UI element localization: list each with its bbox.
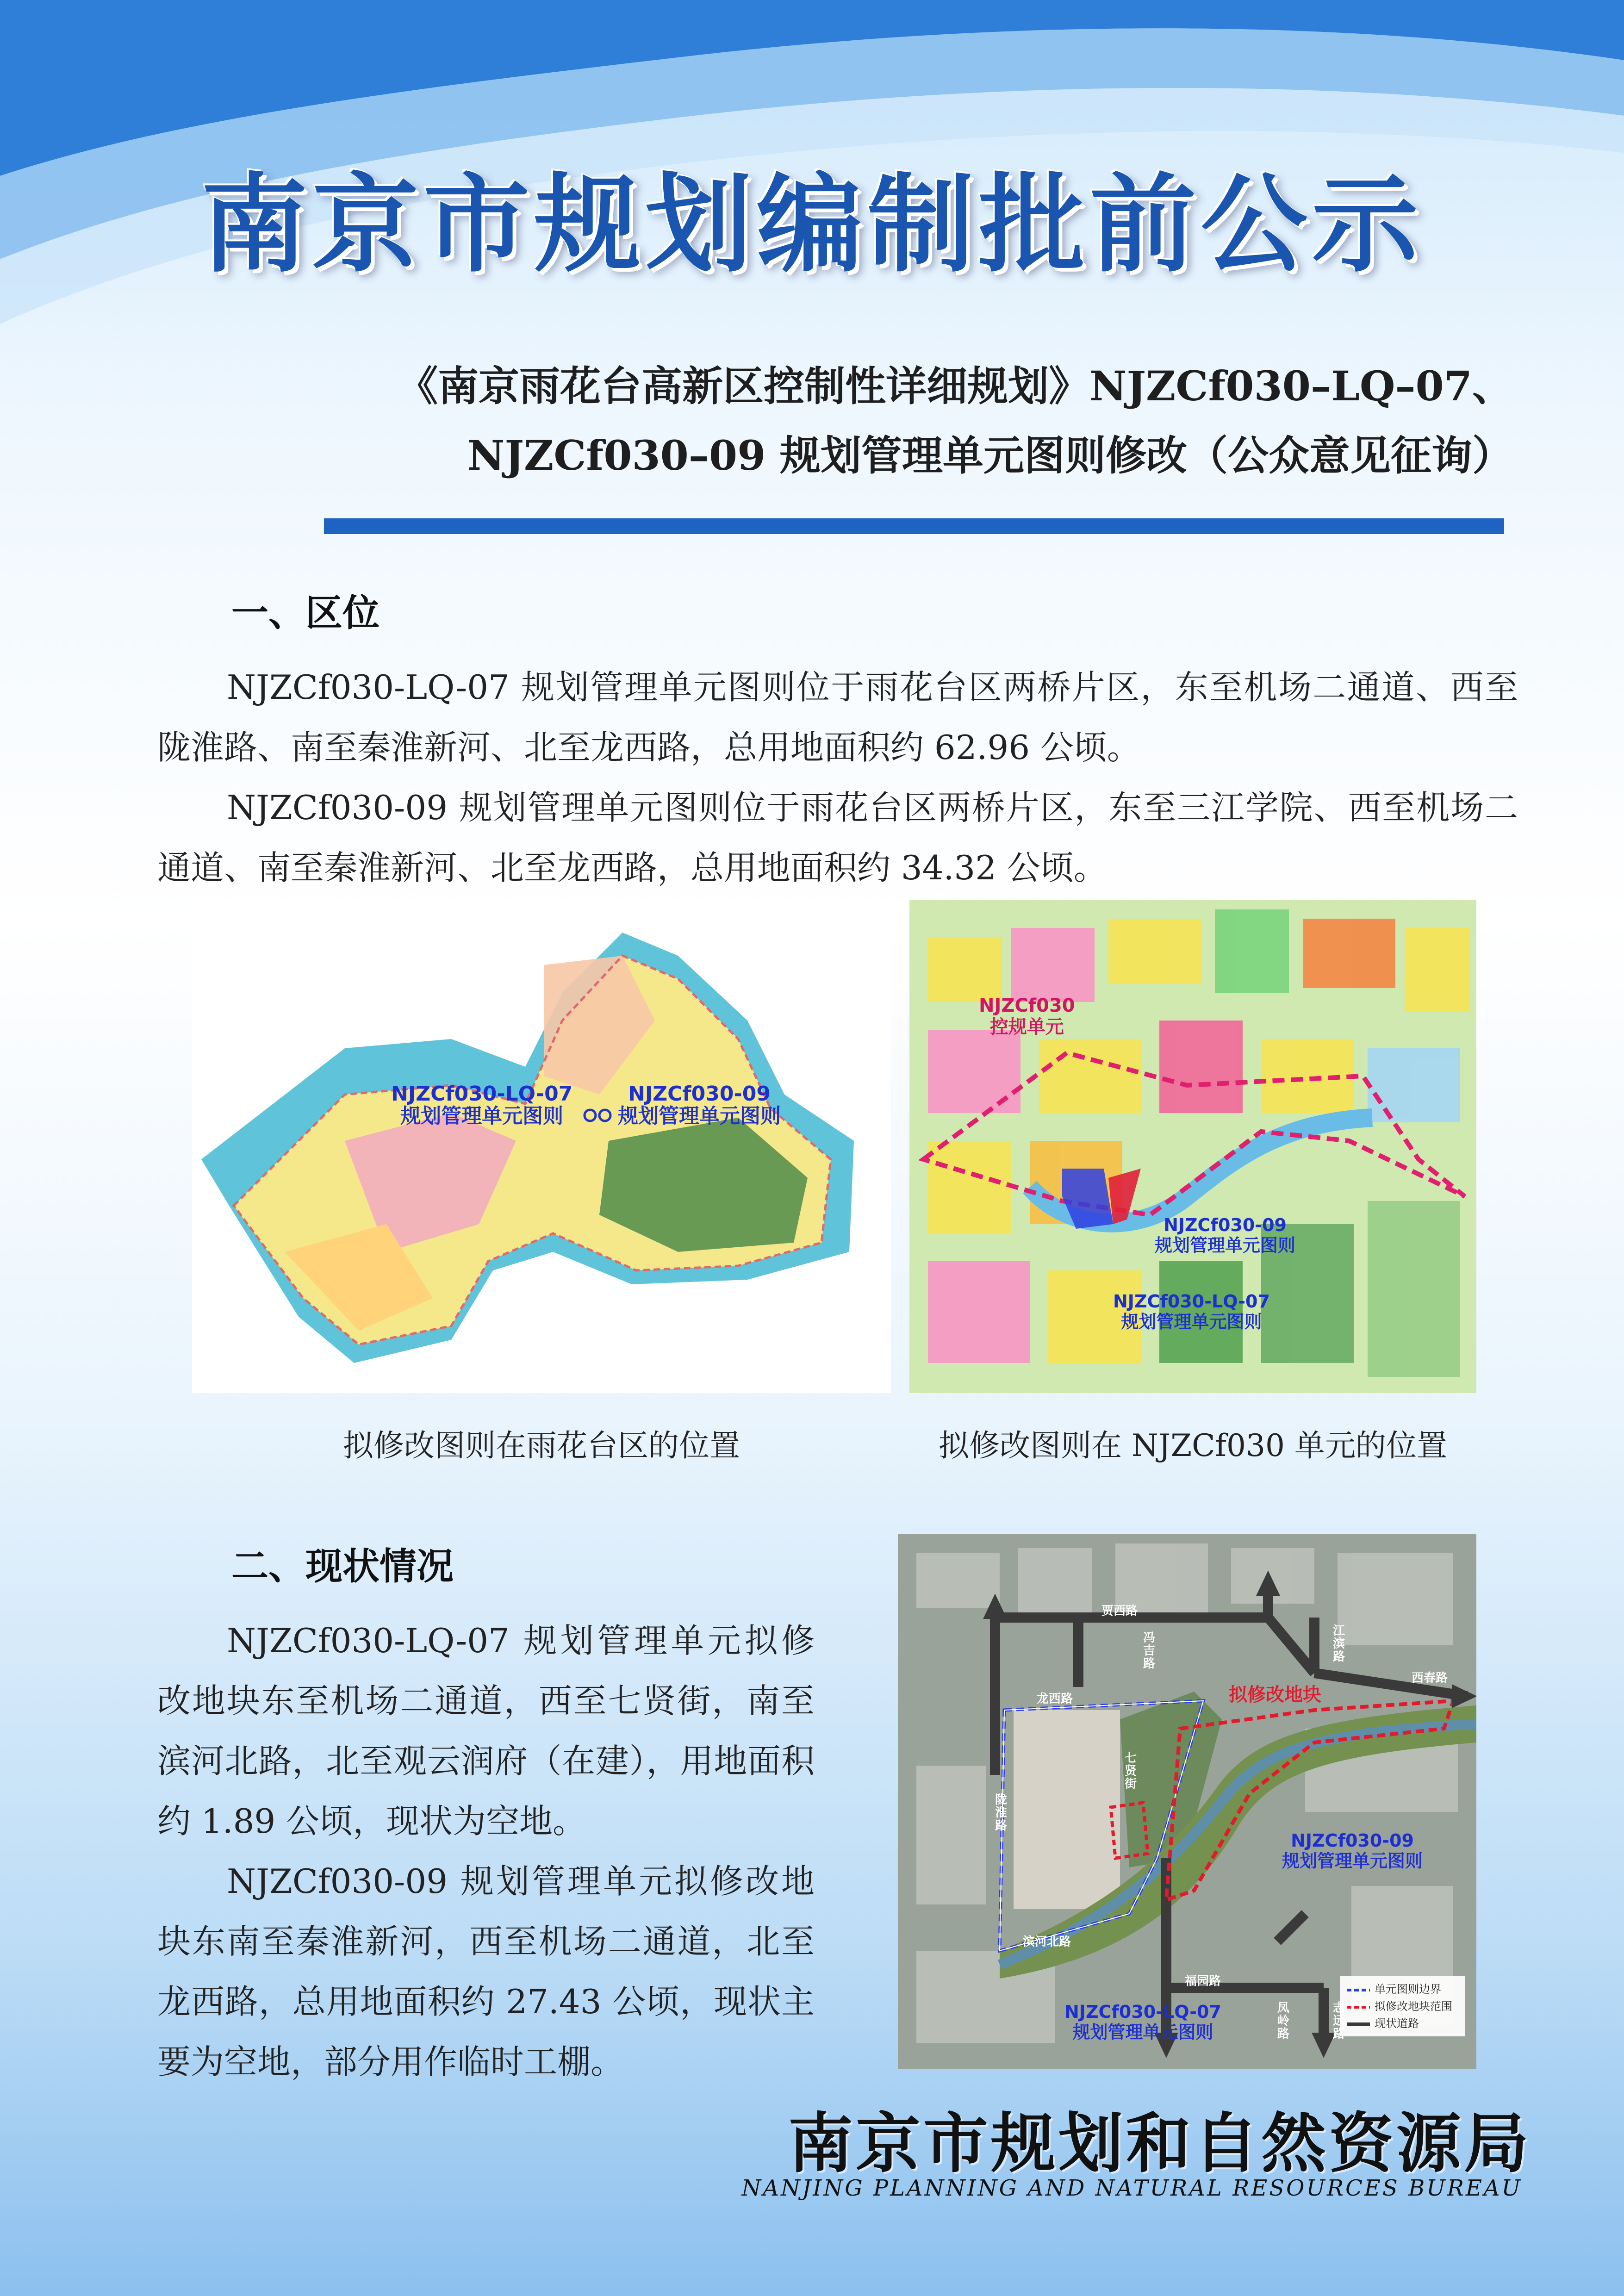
road-label-longxi: 龙西路 <box>1037 1692 1073 1706</box>
road-label-zhiyuan: 志远路 <box>1333 2001 1345 2041</box>
title-divider <box>324 518 1504 534</box>
section-1-text <box>157 657 1518 898</box>
road-label-fuyuan: 福园路 <box>1185 1974 1221 1988</box>
section-1-heading: 一、区位 <box>231 591 380 635</box>
legend-unit-boundary: 单元图则边界 <box>1375 1983 1441 1996</box>
map2-label-09-code: NJZCf030-09 <box>1164 1215 1287 1235</box>
map3-label-lq07-code: NJZCf030-LQ-07 <box>1064 2002 1221 2022</box>
map2-label-lq07-code: NJZCf030-LQ-07 <box>1113 1291 1270 1312</box>
map3-label-09-code: NJZCf030-09 <box>1291 1830 1414 1851</box>
map3-label-09 <box>1282 1830 1423 1871</box>
map1-label-09-name: 规划管理单元图则 <box>618 1104 781 1128</box>
section-2-paragraph-1: NJZCf030-LQ-07 规划管理单元拟修改地块东至机场二通道，西至七贤街，南至滨河北路，北至观云润府（在建），用地面积约 1.89 公顷，现状为空地。 <box>157 1621 815 1841</box>
section-1-paragraph-2: NJZCf030-09 规划管理单元图则位于雨花台区两桥片区，东至三江学院、西至机场二通道、南至秦淮新河、北至龙西路，总用地面积约 34.32 公顷。 <box>157 788 1518 887</box>
page-title: 南京市规划编制批前公示 <box>201 163 1423 287</box>
map2-caption: 拟修改图则在 NJZCf030 单元的位置 <box>939 1428 1447 1463</box>
road-label-jiaxi: 贾西路 <box>1101 1604 1138 1618</box>
map3-legend <box>1375 1981 1452 2032</box>
legend-modified-parcel: 拟修改地块范围 <box>1375 2000 1452 2013</box>
map2-label-lq07-name: 规划管理单元图则 <box>1121 1312 1262 1332</box>
section-1-paragraph-1: NJZCf030-LQ-07 规划管理单元图则位于雨花台区两桥片区，东至机场二通道、西至陇淮路、南至秦淮新河、北至龙西路，总用地面积约 62.96 公顷。 <box>157 668 1518 767</box>
map1-label-lq07 <box>391 1083 572 1127</box>
unit-location-map <box>909 900 1476 1393</box>
road-label-longhuai: 陇淮路 <box>995 1793 1008 1833</box>
map1-label-09-code: NJZCf030-09 <box>628 1082 771 1106</box>
map2-label-lq07 <box>1113 1291 1270 1332</box>
map1-label-lq07-name: 规划管理单元图则 <box>400 1104 564 1128</box>
map2-unit-label <box>979 995 1075 1038</box>
road-label-qixian: 七贤街 <box>1125 1751 1137 1791</box>
map2-label-09-name: 规划管理单元图则 <box>1155 1235 1296 1256</box>
footer-bureau-name: 南京市规划和自然资源局 <box>788 2106 1531 2182</box>
map2-unit-code: NJZCf030 <box>979 995 1075 1016</box>
legend-existing-road: 现状道路 <box>1375 2017 1419 2030</box>
current-status-aerial-map <box>898 1534 1476 2069</box>
map1-label-lq07-code: NJZCf030-LQ-07 <box>391 1082 573 1106</box>
map3-label-lq07-name: 规划管理单元图则 <box>1072 2022 1213 2042</box>
road-label-fengling: 凤岭路 <box>1277 2001 1290 2041</box>
section-2-heading: 二、现状情况 <box>231 1545 454 1588</box>
map3-label-09-name: 规划管理单元图则 <box>1282 1851 1423 1871</box>
map2-unit-name: 控规单元 <box>989 1016 1064 1038</box>
road-label-fengji: 冯吉路 <box>1143 1631 1156 1671</box>
footer-bureau-english: NANJING PLANNING AND NATURAL RESOURCES BUREAU <box>741 2175 1522 2201</box>
subtitle-line-2: NJZCf030–09 规划管理单元图则修改（公众意见征询） <box>467 431 1513 479</box>
map3-label-lq07 <box>1064 2002 1221 2042</box>
map2-label-09 <box>1155 1215 1295 1256</box>
subtitle-line-1: 《南京雨花台高新区控制性详细规划》NJZCf030–LQ–07、 <box>397 362 1513 410</box>
road-label-xichun: 西春路 <box>1412 1671 1448 1685</box>
map3-highlight-label: 拟修改地块 <box>1229 1684 1321 1705</box>
district-location-map <box>192 900 891 1393</box>
road-label-binhebei: 滨河北路 <box>1023 1935 1071 1949</box>
map1-caption: 拟修改图则在雨花台区的位置 <box>343 1428 740 1463</box>
section-2-paragraph-2: NJZCf030-09 规划管理单元拟修改地块东南至秦淮新河，西至机场二通道，北至龙西路，总用地面积约 27.43 公顷，现状主要为空地，部分用作临时工棚。 <box>157 1862 815 2081</box>
section-2-text <box>157 1611 815 2092</box>
road-label-jiangbin: 江滨路 <box>1333 1624 1345 1664</box>
map1-label-09 <box>618 1083 781 1127</box>
